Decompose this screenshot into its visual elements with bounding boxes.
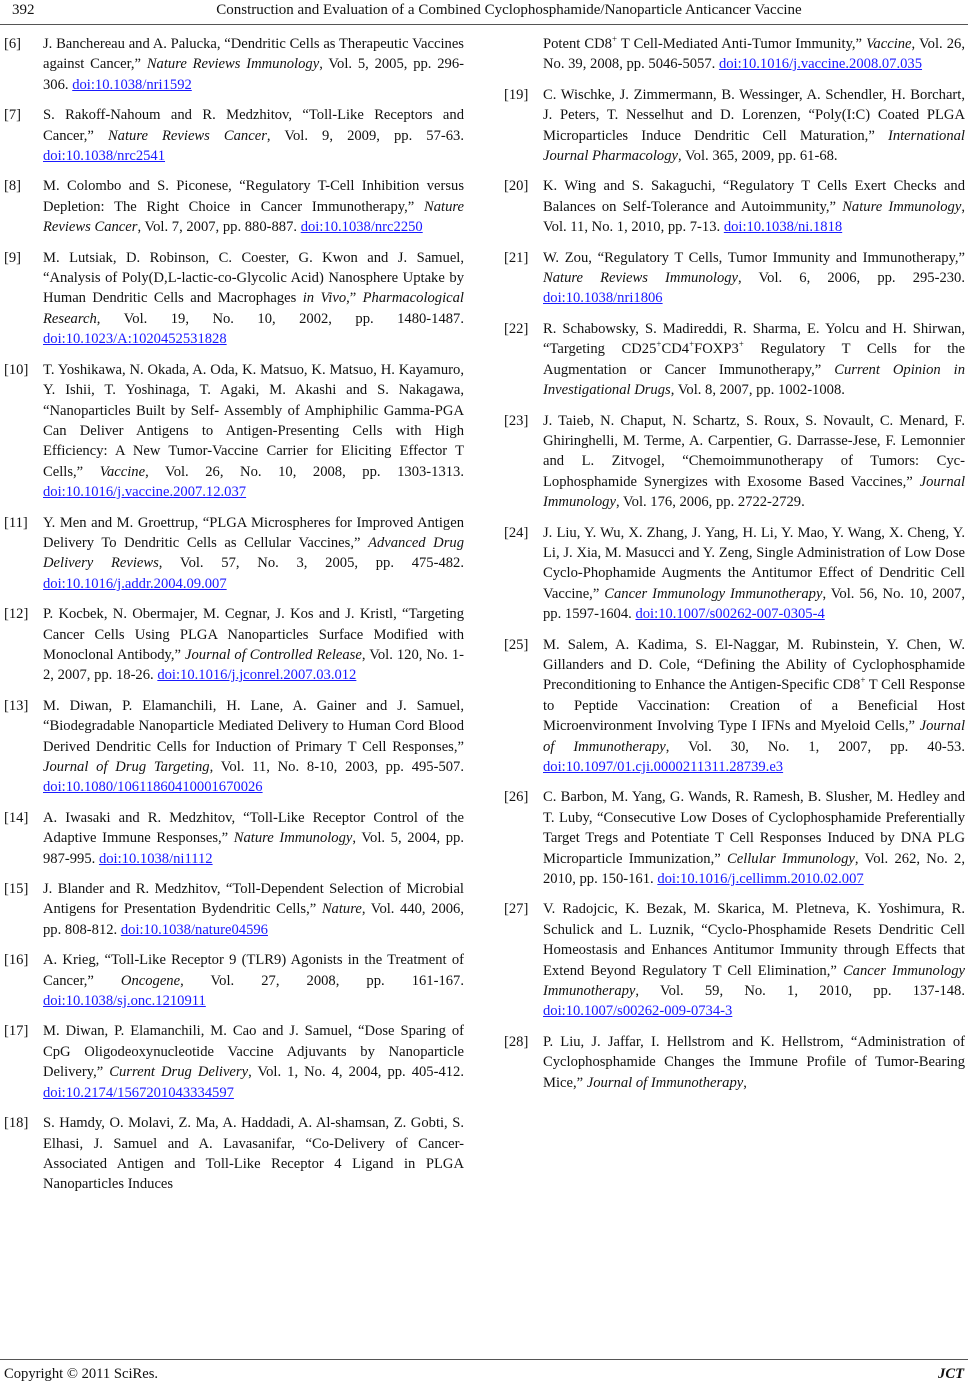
reference-number: [7] [4, 107, 22, 124]
reference-item [4, 105, 464, 166]
reference-details: , [743, 1074, 747, 1091]
reference-journal: Journal of Immunotherapy [586, 1074, 744, 1091]
reference-body: W. Zou, “Regulatory T Cells, Tumor Immunity and Immunotherapy,” [543, 249, 965, 266]
doi-link[interactable]: doi:10.1038/nature04596 [120, 921, 268, 938]
reference-details: , Vol. 176, 2006, pp. 2722-2729. [615, 494, 805, 511]
reference-journal: Oncogene [120, 972, 181, 989]
reference-text [543, 248, 965, 309]
reference-text [43, 34, 464, 95]
reference-text [43, 604, 464, 686]
doi-link[interactable]: doi:10.1016/j.vaccine.2008.07.035 [718, 56, 923, 73]
reference-number: [22] [504, 320, 529, 337]
reference-journal: Journal Immunology [543, 473, 965, 511]
reference-number: [10] [4, 361, 29, 378]
references-left-column [4, 34, 464, 1205]
reference-text [543, 34, 965, 75]
journal-abbreviation: JCT [938, 1366, 964, 1382]
reference-journal: Pharmacological Research [43, 290, 464, 327]
reference-item [504, 1032, 965, 1093]
reference-journal: Cancer Immunology Immunotherapy [604, 585, 823, 602]
reference-number: [20] [504, 178, 529, 195]
reference-text [543, 787, 965, 889]
reference-number: [23] [504, 412, 529, 429]
reference-item [4, 808, 464, 869]
reference-journal: International Journal Pharmacology [543, 127, 965, 165]
reference-body: R. Schabowsky, S. Madireddi, R. Sharma, E. Yolcu and H. Shirwan, “Targeting CD25+CD4+FOXP3+ Regulatory T Cells for the Augmentation or Cancer Immunotherapy,” [543, 320, 965, 378]
reference-number: [8] [4, 178, 22, 195]
reference-text [43, 248, 464, 350]
reference-body: T. Yoshikawa, N. Okada, A. Oda, K. Matsuo, K. Matsuo, H. Kayamuro, Y. Ishii, T. Yoshinaga, T. Agaki, M. Akashi and S. Nakagawa, “Nanoparticles Built by Self- Assembly of Amphiphilic Gamma-PGA Can Deliver Antigens to Antigen-Presenting Cells with High Efficiency: A New Tumor-Vaccine Carrier for Eliciting Effector T Cells,” [43, 361, 464, 480]
reference-journal: Journal of Immunotherapy [543, 718, 965, 755]
reference-details: , Vol. 6, 2006, pp. 295-230. [738, 270, 965, 287]
reference-text [43, 513, 464, 595]
reference-text [43, 696, 464, 798]
reference-number [504, 34, 543, 75]
reference-number: [18] [4, 1115, 29, 1132]
reference-text [543, 411, 965, 513]
reference-body: M. Salem, A. Kadima, S. El-Naggar, M. Rubinstein, Y. Chen, W. Gillanders and D. Cole, “Defining the Ability of Cyclophosphamide Preconditioning to Enhance the Antigen-Specific CD8+ T Cell Response to Peptide Vaccination: Creation of a Beneficial Host Microenvironment Involving Type I IFNs and Myeloid Cells,” [543, 636, 966, 735]
reference-number: [28] [504, 1033, 529, 1050]
reference-body: P. Liu, J. Jaffar, I. Hellstrom and K. Hellstrom, “Administration of Cyclophosphamide Changes the Immune Profile of Tumor-Bearing Mice,” [543, 1033, 965, 1091]
reference-item [4, 1113, 464, 1195]
reference-journal: Nature [321, 901, 362, 918]
reference-details: , Vol. 120, No. 1-2, 2007, pp. 18-26. [43, 646, 464, 684]
reference-body: M. Colombo and S. Piconese, “Regulatory T-Cell Inhibition versus Depletion: The Right Choice in Cancer Immunotherapy,” [43, 178, 464, 215]
reference-journal: in Vivo [302, 290, 347, 307]
reference-text [543, 176, 965, 237]
reference-text [543, 523, 965, 625]
reference-body: Y. Men and M. Groettrup, “PLGA Microspheres for Improved Antigen Delivery To Dendritic Cells as Cellular Vaccines,” [43, 514, 464, 551]
running-title: Construction and Evaluation of a Combined Cyclophosphamide/Nanoparticle Anticancer Vaccine [216, 2, 802, 18]
reference-body: J. Taieb, N. Chaput, N. Schartz, S. Roux, S. Novault, C. Menard, F. Ghiringhelli, M. Terme, A. Carpentier, G. Darrasse-Jese, F. Lemonnier and L. Zitvogel, “Chemoimmunotherapy of Tumors: Cyc-Lophosphamide Synergizes with Exosome Based Vaccines,” [543, 412, 965, 490]
copyright-notice: Copyright © 2011 SciRes. [4, 1366, 159, 1382]
reference-item [504, 411, 965, 513]
reference-body: J. Banchereau and A. Palucka, “Dendritic Cells as Therapeutic Vaccines against Cancer,” [43, 36, 464, 73]
reference-item [4, 34, 464, 95]
reference-item [4, 950, 464, 1011]
reference-item [504, 787, 965, 889]
reference-details: , Vol. 27, 2008, pp. 161-167. [180, 972, 464, 989]
reference-text [43, 808, 464, 869]
reference-item [4, 1021, 464, 1103]
reference-journal: Cancer Immunology Immunotherapy [543, 962, 965, 1000]
reference-item [4, 176, 464, 237]
reference-number: [21] [504, 249, 529, 266]
reference-item [4, 248, 464, 350]
reference-body: S. Rakoff-Nahoum and R. Medzhitov, “Toll-Like Receptors and Cancer,” [43, 107, 464, 144]
reference-details: , Vol. 8, 2007, pp. 1002-1008. [670, 382, 845, 399]
reference-number: [15] [4, 881, 29, 898]
references-right-column [504, 34, 965, 1103]
reference-item [4, 513, 464, 595]
doi-link[interactable]: doi:10.1016/j.vaccine.2007.12.037 [43, 484, 247, 501]
reference-body: A. Krieg, “Toll-Like Receptor 9 (TLR9) Agonists in the Treatment of Cancer,” [43, 952, 464, 989]
reference-journal: Vaccine [866, 36, 912, 52]
footer-rule [0, 1359, 968, 1360]
reference-details: , Vol. 9, 2009, pp. 57-63. [266, 127, 464, 144]
reference-details: , Vol. 5, 2004, pp. 987-995. [43, 830, 464, 867]
reference-number: [25] [504, 636, 529, 653]
doi-link[interactable]: doi:10.1038/ni1112 [98, 850, 213, 867]
reference-details: , Vol. 7, 2007, pp. 880-887. [137, 219, 298, 236]
reference-details: , Vol. 59, No. 1, 2010, pp. 137-148. [635, 983, 965, 1000]
reference-item [504, 319, 965, 401]
header-rule [0, 24, 968, 25]
doi-link[interactable]: doi:10.1038/ni.1818 [723, 219, 843, 236]
reference-journal: Journal of Drug Targeting [43, 759, 210, 775]
reference-journal: Current Opinion in Investigational Drugs [543, 361, 965, 399]
doi-link[interactable]: doi:10.1038/nrc2541 [43, 148, 166, 165]
reference-details: , Vol. 19, No. 10, 2002, pp. 1480-1487. [96, 310, 464, 327]
reference-details: , Vol. 56, No. 10, 2007, pp. 1597-1604. [543, 585, 965, 623]
reference-body: V. Radojcic, K. Bezak, M. Skarica, M. Pletneva, K. Yoshimura, R. Schulick and L. Luznik, “Cyclo-Phosphamide Resets Dendritic Cell Homeostasis and Enhances Antitumor Immunity through Effects that Extend Beyond Regulatory T Cell Elimination,” [543, 901, 965, 979]
reference-journal: Nature Reviews Immunology [146, 56, 320, 73]
reference-body: M. Diwan, P. Elamanchili, H. Lane, A. Gainer and J. Samuel, “Biodegradable Nanoparticle Mediated Delivery to Human Cord Blood Derived Dendritic Cells for Induction of Primary T Cell Responses,” [43, 697, 464, 755]
reference-text [43, 1021, 464, 1103]
reference-journal: Journal of Controlled Release [185, 646, 362, 663]
reference-text [43, 950, 464, 1011]
reference-details: , Vol. 26, No. 10, 2008, pp. 1303-1313. [145, 463, 464, 480]
reference-details: , Vol. 11, No. 1, 2010, pp. 7-13. [543, 198, 965, 236]
reference-item [504, 899, 965, 1021]
reference-text [43, 879, 464, 940]
running-header [0, 0, 968, 22]
reference-number: [12] [4, 606, 29, 623]
reference-body: J. Blander and R. Medzhitov, “Toll-Dependent Selection of Microbial Antigens for Presentation Bydendritic Cells,” [43, 881, 464, 918]
reference-body: Potent CD8+ T Cell-Mediated Anti-Tumor Immunity,” [543, 34, 863, 52]
reference-item [4, 360, 464, 503]
reference-item [504, 248, 965, 309]
reference-text [543, 635, 965, 778]
reference-journal: Nature Immunology [233, 830, 353, 847]
reference-item [504, 34, 965, 75]
reference-details: , Vol. 262, No. 2, 2010, pp. 150-161. [543, 850, 965, 888]
reference-mid: ,” [346, 290, 363, 307]
reference-text [543, 899, 965, 1021]
reference-details: , Vol. 11, No. 8-10, 2003, pp. 495-507. [209, 759, 464, 775]
reference-journal: Nature Reviews Cancer [43, 198, 464, 236]
reference-body: M. Diwan, P. Elamanchili, M. Cao and J. Samuel, “Dose Sparing of CpG Oligodeoxynucleotide Vaccine Adjuvants by Nanoparticle Delivery,” [43, 1023, 464, 1081]
reference-number: [9] [4, 249, 22, 266]
reference-number: [24] [504, 524, 529, 541]
doi-link[interactable]: doi:10.1038/nrc2250 [300, 219, 423, 236]
reference-details: , Vol. 57, No. 3, 2005, pp. 475-482. [158, 555, 465, 572]
reference-item [504, 523, 965, 625]
reference-journal: Advanced Drug Delivery Reviews [43, 534, 464, 572]
reference-number: [11] [4, 514, 28, 531]
reference-item [504, 635, 965, 778]
reference-body: M. Lutsiak, D. Robinson, C. Coester, G. Kwon and J. Samuel, “Analysis of Poly(D,L-lactic-co-Glycolic Acid) Nanosphere Uptake by Human Dendritic Cells and Macrophages [43, 249, 464, 307]
doi-link[interactable]: doi:10.1016/j.addr.2004.09.007 [43, 575, 227, 592]
reference-number: [17] [4, 1023, 29, 1040]
page-number: 392 [12, 2, 35, 18]
doi-link[interactable]: doi:10.1097/01.cji.0000211311.28739.e3 [543, 759, 784, 775]
reference-number: [6] [4, 36, 22, 52]
doi-link[interactable]: doi:10.2174/1567201043334597 [43, 1084, 234, 1101]
reference-body: P. Kocbek, N. Obermajer, M. Cegnar, J. Kos and J. Kristl, “Targeting Cancer Cells Using PLGA Nanoparticles Surface Modified with Monoclonal Antibody,” [43, 606, 464, 663]
reference-text [543, 1032, 965, 1093]
reference-item [4, 879, 464, 940]
doi-link[interactable]: doi:10.1016/j.jconrel.2007.03.012 [157, 667, 357, 684]
doi-link[interactable]: doi:10.1023/A:1020452531828 [43, 331, 227, 348]
doi-link[interactable]: doi:10.1080/10611860410001670026 [43, 779, 263, 796]
reference-body: C. Wischke, J. Zimmermann, B. Wessinger, A. Schendler, H. Borchart, J. Peters, T. Nesselhut and D. Lorenzen, “Poly(I:C) Coated PLGA Microparticles Induce Dendritic Cell Maturation,” [543, 86, 965, 144]
reference-text [43, 176, 464, 237]
doi-link[interactable]: doi:10.1007/s00262-009-0734-3 [543, 1003, 733, 1020]
reference-text [543, 319, 965, 401]
reference-item [504, 176, 965, 237]
reference-journal: Vaccine [99, 463, 146, 480]
reference-text [43, 105, 464, 166]
reference-text [543, 85, 965, 167]
reference-item [4, 696, 464, 798]
reference-item [504, 85, 965, 167]
reference-number: [27] [504, 901, 529, 918]
reference-number: [26] [504, 789, 529, 806]
reference-body: S. Hamdy, O. Molavi, Z. Ma, A. Haddadi, A. Al-shamsan, Z. Gobti, S. Elhasi, J. Samuel and A. Lavasanifar, “Co-Delivery of Cancer-Associated Antigen and Toll-Like Receptor 4 Ligand in PLGA Nanoparticles Induces [43, 1115, 464, 1193]
reference-number: [16] [4, 952, 29, 969]
doi-link[interactable]: doi:10.1038/nri1592 [72, 76, 192, 93]
reference-journal: Nature Reviews Immunology [543, 270, 739, 287]
reference-body: C. Barbon, M. Yang, G. Wands, R. Ramesh, B. Slusher, M. Hedley and T. Luby, “Consecutive Low Doses of Cyclophosphamide Preferentially Target Tregs and Potentiate T Cell Responses Induced by DNA PLG Microparticle Immunization,” [543, 789, 965, 867]
reference-number: [14] [4, 809, 29, 826]
reference-item [4, 604, 464, 686]
doi-link[interactable]: doi:10.1038/sj.onc.1210911 [43, 993, 206, 1010]
reference-journal: Nature Immunology [842, 198, 962, 215]
doi-link[interactable]: doi:10.1007/s00262-007-0305-4 [635, 606, 825, 623]
reference-journal: Current Drug Delivery [109, 1064, 249, 1081]
doi-link[interactable]: doi:10.1038/nri1806 [543, 290, 663, 307]
reference-details: , Vol. 30, No. 1, 2007, pp. 40-53. [665, 738, 965, 755]
reference-number: [13] [4, 697, 29, 714]
reference-details: , Vol. 5, 2005, pp. 296-306. [43, 56, 464, 93]
reference-details: , Vol. 440, 2006, pp. 808-812. [43, 901, 464, 938]
doi-link[interactable]: doi:10.1016/j.cellimm.2010.02.007 [657, 871, 864, 888]
reference-details: , Vol. 1, No. 4, 2004, pp. 405-412. [248, 1064, 465, 1081]
reference-body: A. Iwasaki and R. Medzhitov, “Toll-Like Receptor Control of the Adaptive Immune Responses,” [43, 809, 464, 847]
reference-journal: Cellular Immunology [726, 850, 855, 867]
reference-text [43, 360, 464, 503]
reference-journal: Nature Reviews Cancer [107, 127, 267, 144]
reference-number: [19] [504, 86, 529, 103]
reference-details: , Vol. 365, 2009, pp. 61-68. [677, 148, 838, 165]
reference-text [43, 1113, 464, 1195]
reference-body: J. Liu, Y. Wu, X. Zhang, J. Yang, H. Li, Y. Mao, Y. Wang, X. Cheng, Y. Li, J. Xia, M. Masucci and Y. Zeng, Single Administration of Low Dose Cyclo-Phophamide Augments the Antitumor Effect of Dendritic Cell Vaccine,” [543, 524, 965, 602]
reference-body: K. Wing and S. Sakaguchi, “Regulatory T Cells Exert Checks and Balances on Self-Tolerance and Autoimmunity,” [543, 178, 965, 215]
reference-details: , Vol. 26, No. 39, 2008, pp. 5046-5057. [543, 36, 965, 73]
